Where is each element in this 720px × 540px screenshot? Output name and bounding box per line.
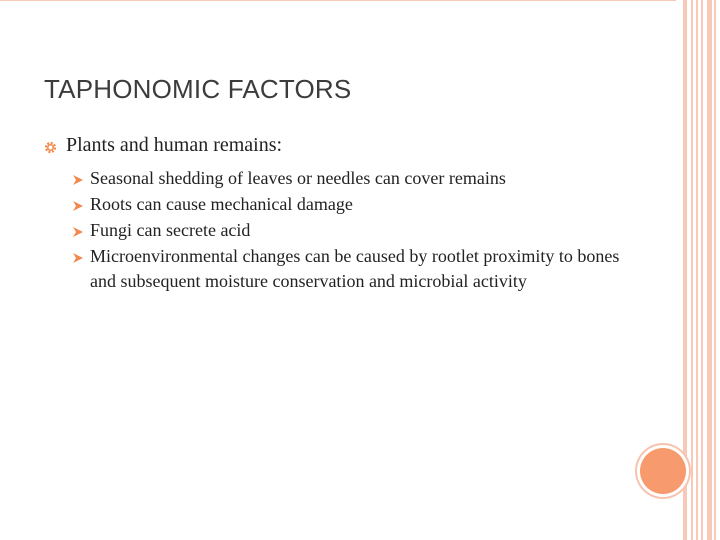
- bullet-level1: [44, 134, 282, 157]
- decorative-circle: [640, 448, 686, 494]
- decorative-stripe: [696, 0, 698, 540]
- list-item: [70, 166, 630, 192]
- arrow-bullet-icon: [70, 245, 90, 270]
- arrow-bullet-icon: [70, 219, 90, 244]
- top-border-line: [0, 0, 676, 1]
- list-item: [70, 192, 630, 218]
- list-item-text: Seasonal shedding of leaves or needles can cover remains: [90, 168, 506, 188]
- gear-bullet-icon: [44, 141, 57, 154]
- subbullet-list: [70, 166, 630, 294]
- bullet-level1-text: Plants and human remains:: [66, 134, 283, 156]
- list-item: [70, 244, 630, 294]
- decorative-stripe: [701, 0, 703, 540]
- list-item-text: Microenvironmental changes can be caused by rootlet proximity to bones and subsequent moisture conservation and microbial activity: [90, 246, 620, 291]
- decorative-stripe: [707, 0, 712, 540]
- arrow-bullet-icon: [70, 167, 90, 192]
- arrow-bullet-icon: [70, 193, 90, 218]
- decorative-stripe: [691, 0, 693, 540]
- list-item-text: Roots can cause mechanical damage: [90, 194, 353, 214]
- decorative-stripe: [714, 0, 716, 540]
- decorative-stripe: [683, 0, 687, 540]
- slide-title: TAPHONOMIC FACTORS: [44, 74, 352, 104]
- list-item-text: Fungi can secrete acid: [90, 220, 251, 240]
- list-item: [70, 218, 630, 244]
